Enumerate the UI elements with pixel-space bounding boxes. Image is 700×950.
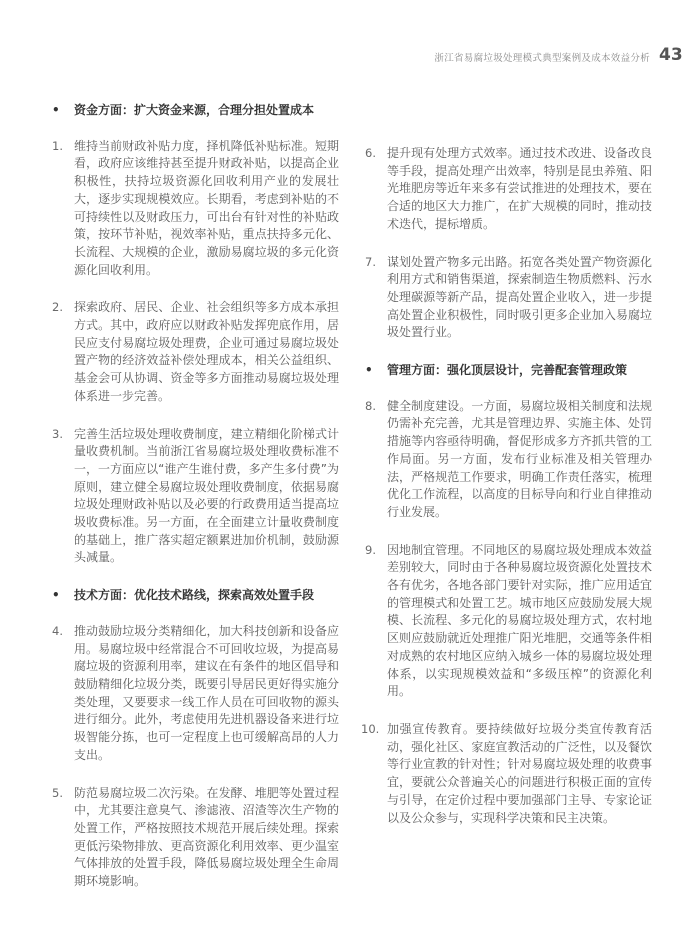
- item-text: 完善生活垃圾处理收费制度，建立精细化阶梯式计量收费机制。当前浙江省易腐垃圾处理收费标准不一，一方面应以“谁产生谁付费，多产生多付费”为原则，建立健全易腐垃圾处理收费制度，依据易腐垃圾处理财政补贴以及必要的行政费用适当提高垃圾收费标准。另一方面，在全面建立计量收费制度的基础上，推广落实超定额累进加价机制，鼓励源头减量。: [74, 426, 339, 565]
- item-number: 2.: [52, 300, 63, 315]
- bullet-icon: •: [365, 363, 373, 378]
- section-heading-funding: [52, 102, 339, 120]
- item-number: 5.: [52, 785, 63, 800]
- item-number: 1.: [52, 138, 63, 153]
- item-number: 10.: [361, 721, 380, 736]
- item-text: 探索政府、居民、企业、社会组织等多方成本承担方式。其中，政府应以财政补贴发挥兜底作用，居民应支付易腐垃圾处理费，企业可通过易腐垃圾处置产物的经济效益补偿处理成本，相关公益组织、基金会可从协调、资金等多方面推动易腐垃圾处理体系进一步完善。: [74, 300, 339, 403]
- section-heading-technology: [52, 587, 339, 605]
- bullet-icon: •: [52, 103, 60, 117]
- running-header-title: 浙江省易腐垃圾处理模式典型案例及成本效益分析: [434, 53, 650, 64]
- left-column: [52, 102, 339, 911]
- list-item-4: [52, 623, 339, 765]
- list-item-2: [52, 299, 339, 405]
- item-text: 健全制度建设。一方面，易腐垃圾相关制度和法规仍需补充完善，尤其是管理边界、实施主体、处罚措施等内容亟待明确，督促形成多方齐抓共管的工作局面。另一方面，发布行业标准及相关管理办法，严格规范工作要求，明确工作责任落实，梳理优化工作流程，以高度的目标导向和行业自律推动行业发展。: [387, 398, 652, 519]
- item-number: 6.: [365, 146, 376, 160]
- bullet-icon: •: [52, 588, 60, 603]
- list-item-7: [365, 254, 652, 343]
- item-number: 3.: [52, 426, 63, 441]
- item-number: 4.: [52, 623, 63, 638]
- item-text: 加强宣传教育。要持续做好垃圾分类宣传教育活动，强化社区、家庭宣教活动的广泛性，以及餐饮等行业宣教的针对性；针对易腐垃圾处理的收费事宜，要就公众普遍关心的问题进行积极正面的宣传与引导，在定价过程中要加强部门主导、专家论证以及公众参与，实现科学决策和民主决策。: [387, 721, 652, 825]
- section-heading-text: 管理方面：强化顶层设计，完善配套管理政策: [387, 363, 628, 378]
- page-number: 43: [659, 45, 683, 65]
- item-number: 9.: [365, 542, 376, 557]
- section-heading-text: 资金方面：扩大资金来源，合理分担处置成本: [74, 103, 315, 117]
- list-item-8: [365, 398, 652, 522]
- item-text: 提升现有处理方式效率。通过技术改进、设备改良等手段，提高处理产出效率，特别是昆虫养殖、阳光堆肥房等近年来多有尝试推进的处理技术，要在合适的地区大力推广，在扩大规模的同时，推动技术迭代，提标增质。: [387, 146, 652, 231]
- item-number: 8.: [365, 398, 376, 413]
- right-column: [361, 145, 652, 847]
- item-text: 维持当前财政补贴力度，择机降低补贴标准。短期看，政府应该维持甚至提升财政补贴，以提高企业积极性，扶持垃圾资源化回收利用产业的发展壮大，逐步实现规模效应。长期看，考虑到补贴的不可持续性以及财政压力，可出台有针对性的补贴政策，按环节补贴，视效率补贴，重点扶持多元化、长流程、大规模的企业，激励易腐垃圾的多元化资源化回收利用。: [74, 138, 339, 277]
- section-heading-management: [365, 362, 652, 380]
- list-item-6: [365, 145, 652, 234]
- item-text: 防范易腐垃圾二次污染。在发酵、堆肥等处置过程中，尤其要注意臭气、渗滤液、沼渣等次生产物的处置工作，严格按照技术规范开展后续处理。探索更低污染物排放、更高资源化利用效率、更少温室气体排放的处置手段，降低易腐垃圾处理全生命周期环境影响。: [74, 785, 339, 889]
- list-item-9: [365, 542, 652, 701]
- list-item-10: [361, 721, 652, 827]
- list-item-5: [52, 785, 339, 891]
- item-text: 因地制宜管理。不同地区的易腐垃圾处理成本效益差别较大，同时由于各种易腐垃圾资源化处置技术各有优劣，各地各部门要针对实际，推广应用适宜的管理模式和处置工艺。城市地区应鼓励发展大规模、长流程、多元化的易腐垃圾处理方式，农村地区则应鼓励就近处理推广阳光堆肥，交通等条件相对成熟的农村地区应纳入城乡一体的易腐垃圾处理体系，以实现规模效益和“多级压榨”的资源化利用。: [387, 542, 652, 699]
- list-item-1: [52, 138, 339, 280]
- item-text: 推动鼓励垃圾分类精细化，加大科技创新和设备应用。易腐垃圾中经常混合不可回收垃圾，为提高易腐垃圾的资源利用率，建议在有条件的地区倡导和鼓励精细化垃圾分类，既要引导居民更好得实施分类处理，又要要求一线工作人员在可回收物的源头进行细分。此外，考虑使用先进机器设备来进行垃圾智能分拣，也可一定程度上也可缓解高昂的人力支出。: [74, 623, 339, 762]
- section-heading-text: 技术方面：优化技术路线，探索高效处置手段: [74, 588, 315, 603]
- list-item-3: [52, 426, 339, 568]
- item-number: 7.: [365, 254, 376, 269]
- item-text: 谋划处置产物多元出路。拓宽各类处置产物资源化利用方式和销售渠道，探索制造生物质燃料、污水处理碳源等新产品，提高处置企业收入，进一步提高处置企业积极性，同时吸引更多企业加入易腐垃圾处置行业。: [387, 254, 652, 340]
